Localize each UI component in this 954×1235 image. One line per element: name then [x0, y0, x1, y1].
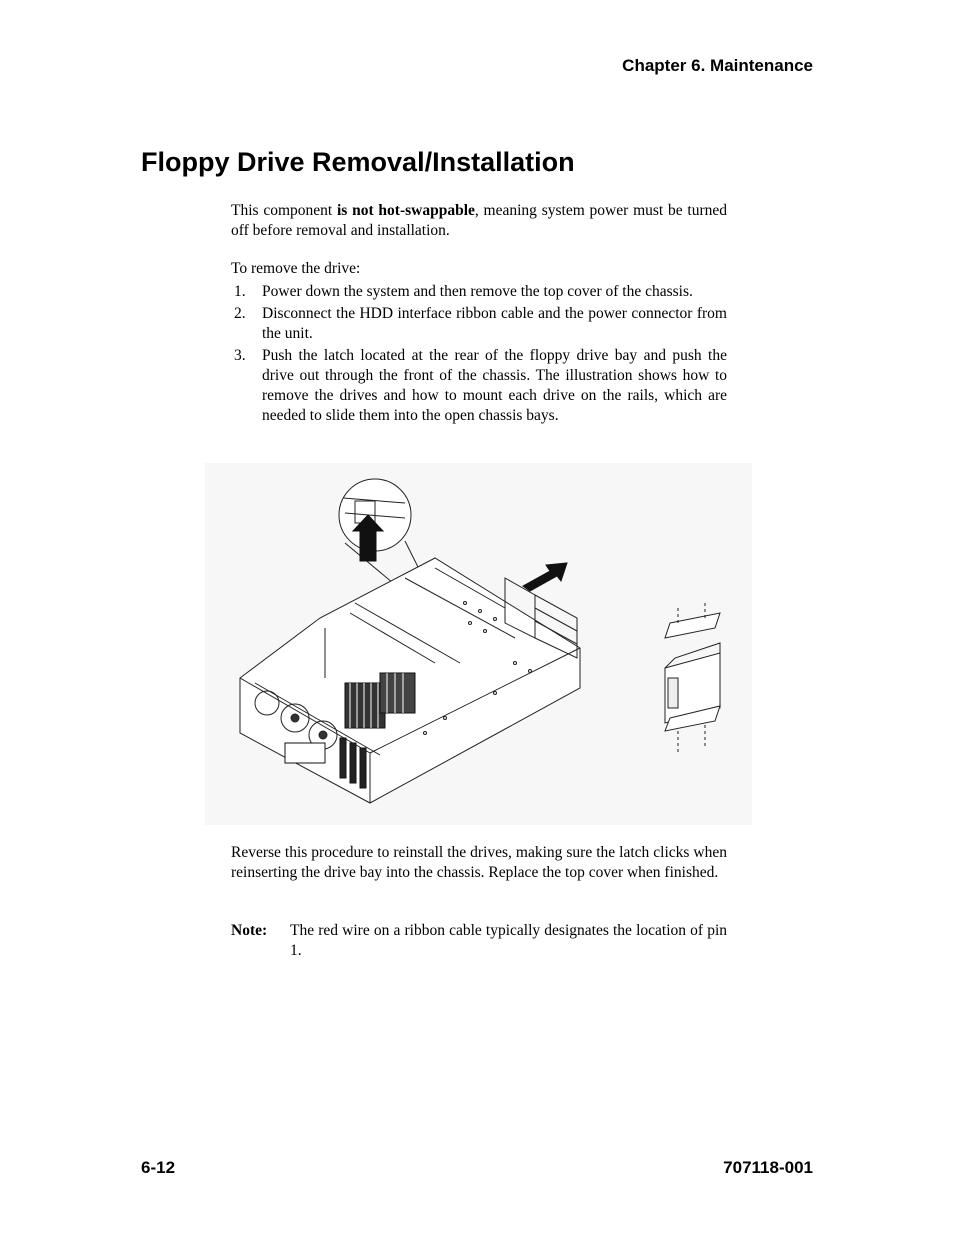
intro-text-end: , meaning system power must be turned off before removal and installation. [231, 202, 727, 239]
intro-paragraph [231, 201, 727, 241]
step-number: 1. [234, 283, 246, 300]
chassis-illustration [205, 463, 752, 825]
expansion-slots [285, 738, 366, 788]
floppy-drive-with-rails [665, 603, 720, 753]
chapter-header: Chapter 6. Maintenance [622, 56, 813, 75]
page-title: Floppy Drive Removal/Installation [141, 147, 575, 177]
step-number: 3. [234, 347, 246, 364]
note-label: Note: [231, 922, 268, 939]
chassis-drawing [205, 463, 752, 825]
step-item [231, 282, 727, 302]
note [231, 921, 727, 961]
document-number: 707118-001 [723, 1158, 813, 1177]
arrow-out-icon [523, 563, 567, 591]
remove-lead: To remove the drive: [231, 260, 361, 277]
step-number: 2. [234, 305, 246, 322]
intro-bold-phrase: is not hot-swappable [337, 202, 475, 219]
step-item [231, 304, 727, 344]
step-text: Disconnect the HDD interface ribbon cable and the power connector from the unit. [262, 305, 727, 342]
reinstall-paragraph: Reverse this procedure to reinstall the drives, making sure the latch clicks when reinserting the drive bay into the chassis. Replace the top cover when finished. [231, 844, 727, 881]
intro-text-start: This component [231, 202, 337, 219]
page-number: 6-12 [141, 1158, 176, 1177]
step-text: Push the latch located at the rear of the floppy drive bay and push the drive out through the front of the chassis. The illustration shows how to remove the drives and how to mount each drive on the rails, which are needed to slide them into the open chassis bays. [262, 347, 727, 424]
step-item [231, 346, 727, 426]
removal-steps [231, 282, 727, 428]
step-text: Power down the system and then remove the top cover of the chassis. [262, 283, 693, 300]
note-text: The red wire on a ribbon cable typically designates the location of pin 1. [290, 922, 727, 959]
